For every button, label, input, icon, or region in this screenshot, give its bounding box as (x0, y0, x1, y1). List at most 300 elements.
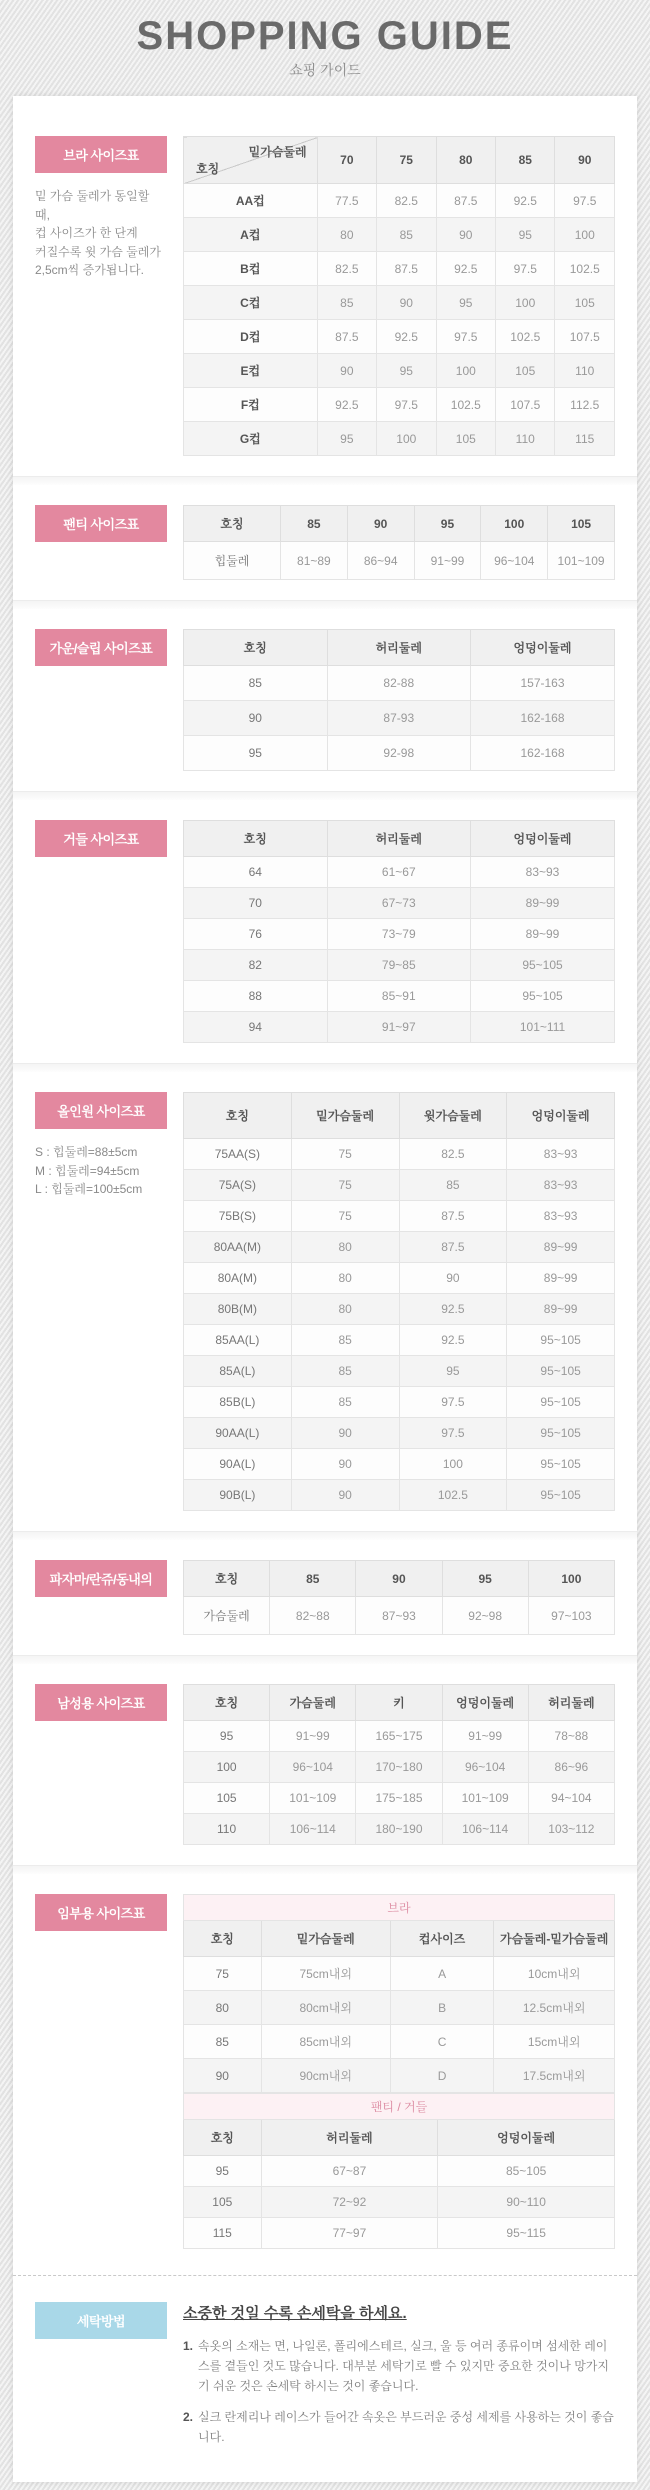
table-header-cell: 가슴둘레-밑가슴둘레 (494, 1921, 615, 1957)
table-cell: 103~112 (528, 1814, 614, 1845)
table-cell: 82.5 (399, 1139, 507, 1170)
row-label-cell: 85A(L) (184, 1356, 292, 1387)
table-cell: 95 (496, 218, 555, 252)
table-cell: 96~104 (270, 1752, 356, 1783)
row-label-cell: D컵 (184, 320, 318, 354)
table-cell: 91~99 (414, 542, 481, 580)
table-cell: 100 (377, 422, 436, 456)
table-cell: 95 (399, 1356, 507, 1387)
table-header-cell: 키 (356, 1685, 442, 1721)
table-cell: 75 (291, 1139, 399, 1170)
table-header-row (184, 2120, 615, 2156)
washing-title: 소중한 것일 수록 손세탁을 하세요. (183, 2305, 407, 2322)
table-cell: 12.5cm내외 (494, 1991, 615, 2025)
table-row (184, 1170, 615, 1201)
table-cell: 102.5 (399, 1480, 507, 1511)
row-label-cell: 80B(M) (184, 1294, 292, 1325)
table-cell: 95~105 (507, 1356, 615, 1387)
table-cell: 95 (436, 286, 495, 320)
table-header-row (184, 1093, 615, 1139)
table-cell: 87.5 (399, 1201, 507, 1232)
table-cell: 107.5 (555, 320, 615, 354)
gown-slip-size-table (183, 629, 615, 771)
table-cell: 95~105 (507, 1387, 615, 1418)
section-side (35, 1092, 167, 1199)
table-row (184, 1597, 615, 1635)
table-cell: 95~105 (507, 1449, 615, 1480)
table-header-cell: 엉덩이둘레 (438, 2120, 615, 2156)
row-label-cell: 82 (184, 950, 328, 981)
table-row (184, 1991, 615, 2025)
note-line: 커질수록 윗 가슴 둘레가 (35, 244, 161, 259)
row-label-cell: 95 (184, 1721, 270, 1752)
table-cell: 87.5 (399, 1232, 507, 1263)
gown-slip-table-area (183, 629, 615, 771)
row-label-cell: G컵 (184, 422, 318, 456)
row-label-cell: 90 (184, 701, 328, 736)
table-cell: 115 (555, 422, 615, 456)
table-cell: 10cm내외 (494, 1957, 615, 1991)
table-header-cell: 엉덩이둘레 (507, 1093, 615, 1139)
table-cell: 92.5 (496, 184, 555, 218)
diagonal-bottom-label: 호칭 (196, 162, 220, 176)
table-cell: A (390, 1957, 493, 1991)
table-cell: 97.5 (399, 1418, 507, 1449)
table-cell: 85~105 (438, 2156, 615, 2187)
washing-item-text: 실크 란제리나 레이스가 들어간 속옷은 부드러운 중성 세제를 사용하는 것이 좋습니다. (198, 2410, 614, 2445)
men-size-table (183, 1684, 615, 1845)
table-row (184, 1387, 615, 1418)
table-cell: 101~109 (270, 1783, 356, 1814)
table-cell: 170~180 (356, 1752, 442, 1783)
table-cell: 77.5 (317, 184, 376, 218)
table-header-cell: 허리둘레 (528, 1685, 614, 1721)
row-label-cell: B컵 (184, 252, 318, 286)
row-label-cell: 85B(L) (184, 1387, 292, 1418)
table-cell: 90 (291, 1480, 399, 1511)
washing-item (183, 2408, 615, 2448)
section-side (35, 820, 167, 857)
men-table-area (183, 1684, 615, 1845)
table-cell: 89~99 (507, 1232, 615, 1263)
table-cell: 107.5 (496, 388, 555, 422)
section-divider (13, 600, 637, 609)
table-header-cell: 컵사이즈 (390, 1921, 493, 1957)
table-header-cell: 밑가슴둘레 (261, 1921, 390, 1957)
section-label-pajama: 파자마/란쥬/동내의 (35, 1560, 167, 1597)
table-header-row (184, 1685, 615, 1721)
table-cell: 90~110 (438, 2187, 615, 2218)
table-cell: 162-168 (471, 701, 615, 736)
section-panty-sizes (35, 505, 615, 580)
table-cell: 87-93 (327, 701, 471, 736)
table-cell: 83~93 (507, 1201, 615, 1232)
maternity-bra-size-table (183, 1894, 615, 2093)
row-label-cell: F컵 (184, 388, 318, 422)
table-header-cell: 90 (347, 506, 414, 542)
washing-item-number: 1. (183, 2339, 194, 2353)
table-row (184, 422, 615, 456)
table-row (184, 252, 615, 286)
table-header-cell: 85 (270, 1561, 356, 1597)
table-header-cell: 100 (481, 506, 548, 542)
row-label-cell: 88 (184, 981, 328, 1012)
table-cell: 80 (291, 1232, 399, 1263)
table-row (184, 1263, 615, 1294)
table-row (184, 1356, 615, 1387)
table-cell: 97~103 (528, 1597, 614, 1635)
row-label-cell: 75 (184, 1957, 262, 1991)
table-row (184, 2218, 615, 2249)
table-cell: 80 (317, 218, 376, 252)
diagonal-top-label: 밑가슴둘레 (248, 145, 307, 159)
washing-item-number: 2. (183, 2410, 194, 2425)
table-cell: 91~99 (270, 1721, 356, 1752)
table-cell: 97.5 (377, 388, 436, 422)
row-label-cell: 100 (184, 1752, 270, 1783)
table-cell: 61~67 (327, 857, 471, 888)
table-header-cell: 70 (317, 137, 376, 184)
table-header-row (184, 1561, 615, 1597)
table-cell: B (390, 1991, 493, 2025)
note-line: 밑 가슴 둘레가 동일할 때, (35, 189, 150, 222)
bra-note (35, 187, 167, 280)
table-cell: 95~105 (471, 950, 615, 981)
table-row (184, 320, 615, 354)
row-label-cell: 105 (184, 1783, 270, 1814)
section-label-washing: 세탁방법 (35, 2302, 167, 2339)
table-cell: 100 (555, 218, 615, 252)
row-label-cell: 80AA(M) (184, 1232, 292, 1263)
table-cell: 83~93 (471, 857, 615, 888)
row-label-cell: 75B(S) (184, 1201, 292, 1232)
section-girdle-sizes (35, 820, 615, 1043)
maternity-bra-size-table-subheader: 브라 (184, 1895, 615, 1921)
row-label-cell: 90 (184, 2059, 262, 2093)
table-cell: 90 (436, 218, 495, 252)
table-cell: 101~109 (442, 1783, 528, 1814)
table-cell: 85 (291, 1356, 399, 1387)
section-side (35, 1894, 167, 1931)
table-cell: 85~91 (327, 981, 471, 1012)
table-cell: 85 (291, 1387, 399, 1418)
table-row (184, 666, 615, 701)
table-row (184, 1201, 615, 1232)
table-cell: 100 (496, 286, 555, 320)
table-header-cell: 85 (496, 137, 555, 184)
table-cell: 91~97 (327, 1012, 471, 1043)
table-header-row (184, 630, 615, 666)
pajama-table-area (183, 1560, 615, 1635)
maternity-panty-girdle-size-table-subheader: 팬티 / 거들 (184, 2094, 615, 2120)
table-cell: 95~105 (507, 1418, 615, 1449)
table-row (184, 1480, 615, 1511)
table-cell: 90 (291, 1449, 399, 1480)
section-divider (13, 476, 637, 485)
row-label-cell: C컵 (184, 286, 318, 320)
table-cell: 165~175 (356, 1721, 442, 1752)
table-cell: 97.5 (496, 252, 555, 286)
table-cell: 77~97 (261, 2218, 438, 2249)
note-line: M : 힙둘레=94±5cm (35, 1163, 140, 1178)
bra-table-area (183, 136, 615, 456)
table-header-cell: 85 (280, 506, 347, 542)
table-header-cell: 호칭 (184, 630, 328, 666)
table-row (184, 1418, 615, 1449)
table-row (184, 1449, 615, 1480)
row-label-cell: 90A(L) (184, 1449, 292, 1480)
section-label-bra: 브라 사이즈표 (35, 136, 167, 173)
table-cell: 75cm내외 (261, 1957, 390, 1991)
table-cell: 90 (317, 354, 376, 388)
table-cell: 75 (291, 1201, 399, 1232)
table-cell: 96~104 (442, 1752, 528, 1783)
panty-size-table (183, 505, 615, 580)
table-row (184, 2059, 615, 2093)
table-row (184, 1721, 615, 1752)
table-header-cell: 105 (548, 506, 615, 542)
table-header-cell: 엉덩이둘레 (471, 821, 615, 857)
table-cell: 106~114 (270, 1814, 356, 1845)
table-cell: 85 (317, 286, 376, 320)
table-cell: 102.5 (436, 388, 495, 422)
row-label-cell: 75AA(S) (184, 1139, 292, 1170)
row-label-cell: 95 (184, 736, 328, 771)
table-cell: 102.5 (555, 252, 615, 286)
table-header-cell: 호칭 (184, 1561, 270, 1597)
table-cell: 87~93 (356, 1597, 442, 1635)
table-header-cell: 호칭 (184, 1685, 270, 1721)
section-side (35, 505, 167, 542)
table-row (184, 2156, 615, 2187)
table-row (184, 184, 615, 218)
table-cell: 95 (377, 354, 436, 388)
note-line: 2,5cm씩 증가됩니다. (35, 263, 144, 278)
section-label-men: 남성용 사이즈표 (35, 1684, 167, 1721)
table-cell: 92.5 (317, 388, 376, 422)
table-cell: 83~93 (507, 1170, 615, 1201)
section-label-gown-slip: 가운/슬립 사이즈표 (35, 629, 167, 666)
table-cell: 82.5 (377, 184, 436, 218)
table-cell: 87.5 (377, 252, 436, 286)
table-cell: 97.5 (436, 320, 495, 354)
table-cell: 100 (399, 1449, 507, 1480)
table-cell: 67~73 (327, 888, 471, 919)
table-row (184, 1814, 615, 1845)
table-cell: 112.5 (555, 388, 615, 422)
row-label-cell: 85AA(L) (184, 1325, 292, 1356)
note-line: S : 힙둘레=88±5cm (35, 1145, 138, 1159)
page-title: SHOPPING GUIDE (136, 14, 514, 58)
panty-table-area (183, 505, 615, 580)
table-cell: 85 (377, 218, 436, 252)
row-label-cell: 70 (184, 888, 328, 919)
table-cell: 175~185 (356, 1783, 442, 1814)
section-label-all-in-one: 올인원 사이즈표 (35, 1092, 167, 1129)
page-header (0, 0, 650, 96)
content-box (13, 96, 637, 2482)
table-header-row (184, 821, 615, 857)
table-cell: 87.5 (436, 184, 495, 218)
table-cell: 82~88 (270, 1597, 356, 1635)
table-row (184, 1232, 615, 1263)
table-row (184, 736, 615, 771)
table-header-row (184, 506, 615, 542)
table-header-cell: 윗가슴둘레 (399, 1093, 507, 1139)
row-label-cell: 90AA(L) (184, 1418, 292, 1449)
section-pajama-sizes (35, 1560, 615, 1635)
row-label-cell: 80 (184, 1991, 262, 2025)
washing-item (183, 2337, 615, 2396)
table-cell: 95~115 (438, 2218, 615, 2249)
section-men-sizes (35, 1684, 615, 1845)
table-cell: 90 (399, 1263, 507, 1294)
table-cell: 80cm내외 (261, 1991, 390, 2025)
row-label-cell: 가슴둘레 (184, 1597, 270, 1635)
section-divider (13, 1865, 637, 1874)
section-side (35, 1560, 167, 1597)
table-cell: 92.5 (399, 1294, 507, 1325)
table-cell: 92.5 (399, 1325, 507, 1356)
table-header-cell: 80 (436, 137, 495, 184)
table-cell: 82-88 (327, 666, 471, 701)
table-cell: 89~99 (471, 919, 615, 950)
table-row (184, 542, 615, 580)
table-row (184, 981, 615, 1012)
table-cell: 17.5cm내외 (494, 2059, 615, 2093)
table-header-cell: 가슴둘레 (270, 1685, 356, 1721)
table-row (184, 1957, 615, 1991)
table-row (184, 1752, 615, 1783)
table-cell: 162-168 (471, 736, 615, 771)
table-header-cell: 엉덩이둘레 (471, 630, 615, 666)
table-cell: C (390, 2025, 493, 2059)
table-cell: 90 (291, 1418, 399, 1449)
row-label-cell: 85 (184, 2025, 262, 2059)
table-row (184, 218, 615, 252)
table-row (184, 1012, 615, 1043)
table-header-cell: 90 (555, 137, 615, 184)
maternity-panty-girdle-size-table (183, 2093, 615, 2249)
table-cell: 106~114 (442, 1814, 528, 1845)
table-cell: 105 (436, 422, 495, 456)
table-cell: 87.5 (317, 320, 376, 354)
table-row (184, 388, 615, 422)
table-cell: 80 (291, 1294, 399, 1325)
row-label-cell: 115 (184, 2218, 262, 2249)
table-cell: 89~99 (507, 1294, 615, 1325)
table-cell: 95~105 (471, 981, 615, 1012)
table-subheader-row (184, 2094, 615, 2120)
table-cell: 80 (291, 1263, 399, 1294)
table-row (184, 1139, 615, 1170)
table-cell: 180~190 (356, 1814, 442, 1845)
section-label-girdle: 거들 사이즈표 (35, 820, 167, 857)
table-cell: 85 (291, 1325, 399, 1356)
table-header-cell: 밑가슴둘레 (291, 1093, 399, 1139)
table-header-cell: 허리둘레 (327, 630, 471, 666)
table-header-cell: 호칭 (184, 2120, 262, 2156)
table-cell: 79~85 (327, 950, 471, 981)
section-gown-slip-sizes (35, 629, 615, 771)
row-label-cell: 76 (184, 919, 328, 950)
table-cell: 105 (555, 286, 615, 320)
table-cell: 85 (399, 1170, 507, 1201)
row-label-cell: 85 (184, 666, 328, 701)
table-cell: 81~89 (280, 542, 347, 580)
table-cell: 97.5 (399, 1387, 507, 1418)
table-cell: 89~99 (471, 888, 615, 919)
table-row (184, 1294, 615, 1325)
table-header-cell: 95 (442, 1561, 528, 1597)
table-row (184, 919, 615, 950)
table-row (184, 857, 615, 888)
table-cell: D (390, 2059, 493, 2093)
table-cell: 67~87 (261, 2156, 438, 2187)
table-row (184, 286, 615, 320)
table-header-cell: 호칭 (184, 506, 281, 542)
row-label-cell: AA컵 (184, 184, 318, 218)
row-label-cell: A컵 (184, 218, 318, 252)
table-header-cell: 호칭 (184, 821, 328, 857)
table-cell: 92-98 (327, 736, 471, 771)
table-cell: 90cm내외 (261, 2059, 390, 2093)
table-header-cell: 엉덩이둘레 (442, 1685, 528, 1721)
table-cell: 82.5 (317, 252, 376, 286)
table-cell: 92.5 (436, 252, 495, 286)
section-label-maternity: 임부용 사이즈표 (35, 1894, 167, 1931)
table-row (184, 1783, 615, 1814)
girdle-table-area (183, 820, 615, 1043)
section-side (35, 2302, 167, 2339)
table-cell: 157-163 (471, 666, 615, 701)
washing-item-text: 속옷의 소재는 면, 나일론, 폴리에스테르, 실크, 울 등 여러 종류이며 섬세한 레이스를 곁들인 것도 많습니다. 대부분 세탁기로 빨 수 있지만 중요한 것이나 망가지기 쉬운 것은 손세탁 하시는 것이 좋습니다. (198, 2339, 609, 2393)
table-cell: 95~105 (507, 1325, 615, 1356)
girdle-size-table (183, 820, 615, 1043)
table-cell: 100 (436, 354, 495, 388)
table-header-cell: 100 (528, 1561, 614, 1597)
section-side (35, 1684, 167, 1721)
table-cell: 75 (291, 1170, 399, 1201)
diagonal-header-cell (184, 137, 318, 184)
table-header-cell: 95 (414, 506, 481, 542)
table-header-cell: 호칭 (184, 1921, 262, 1957)
row-label-cell: 110 (184, 1814, 270, 1845)
table-cell: 97.5 (555, 184, 615, 218)
table-cell: 94~104 (528, 1783, 614, 1814)
maternity-table-area (183, 1894, 615, 2249)
table-cell: 72~92 (261, 2187, 438, 2218)
row-label-cell: 105 (184, 2187, 262, 2218)
table-header-row (184, 1921, 615, 1957)
table-cell: 15cm내외 (494, 2025, 615, 2059)
table-cell: 73~79 (327, 919, 471, 950)
table-row (184, 888, 615, 919)
table-cell: 78~88 (528, 1721, 614, 1752)
row-label-cell: 힙둘레 (184, 542, 281, 580)
section-washing (35, 2276, 615, 2460)
row-label-cell: 80A(M) (184, 1263, 292, 1294)
table-cell: 89~99 (507, 1263, 615, 1294)
table-header-cell: 75 (377, 137, 436, 184)
table-cell: 83~93 (507, 1139, 615, 1170)
section-label-panty: 팬티 사이즈표 (35, 505, 167, 542)
section-divider (13, 1655, 637, 1664)
all-in-one-table-area (183, 1092, 615, 1511)
table-cell: 102.5 (496, 320, 555, 354)
table-cell: 105 (496, 354, 555, 388)
table-row (184, 354, 615, 388)
